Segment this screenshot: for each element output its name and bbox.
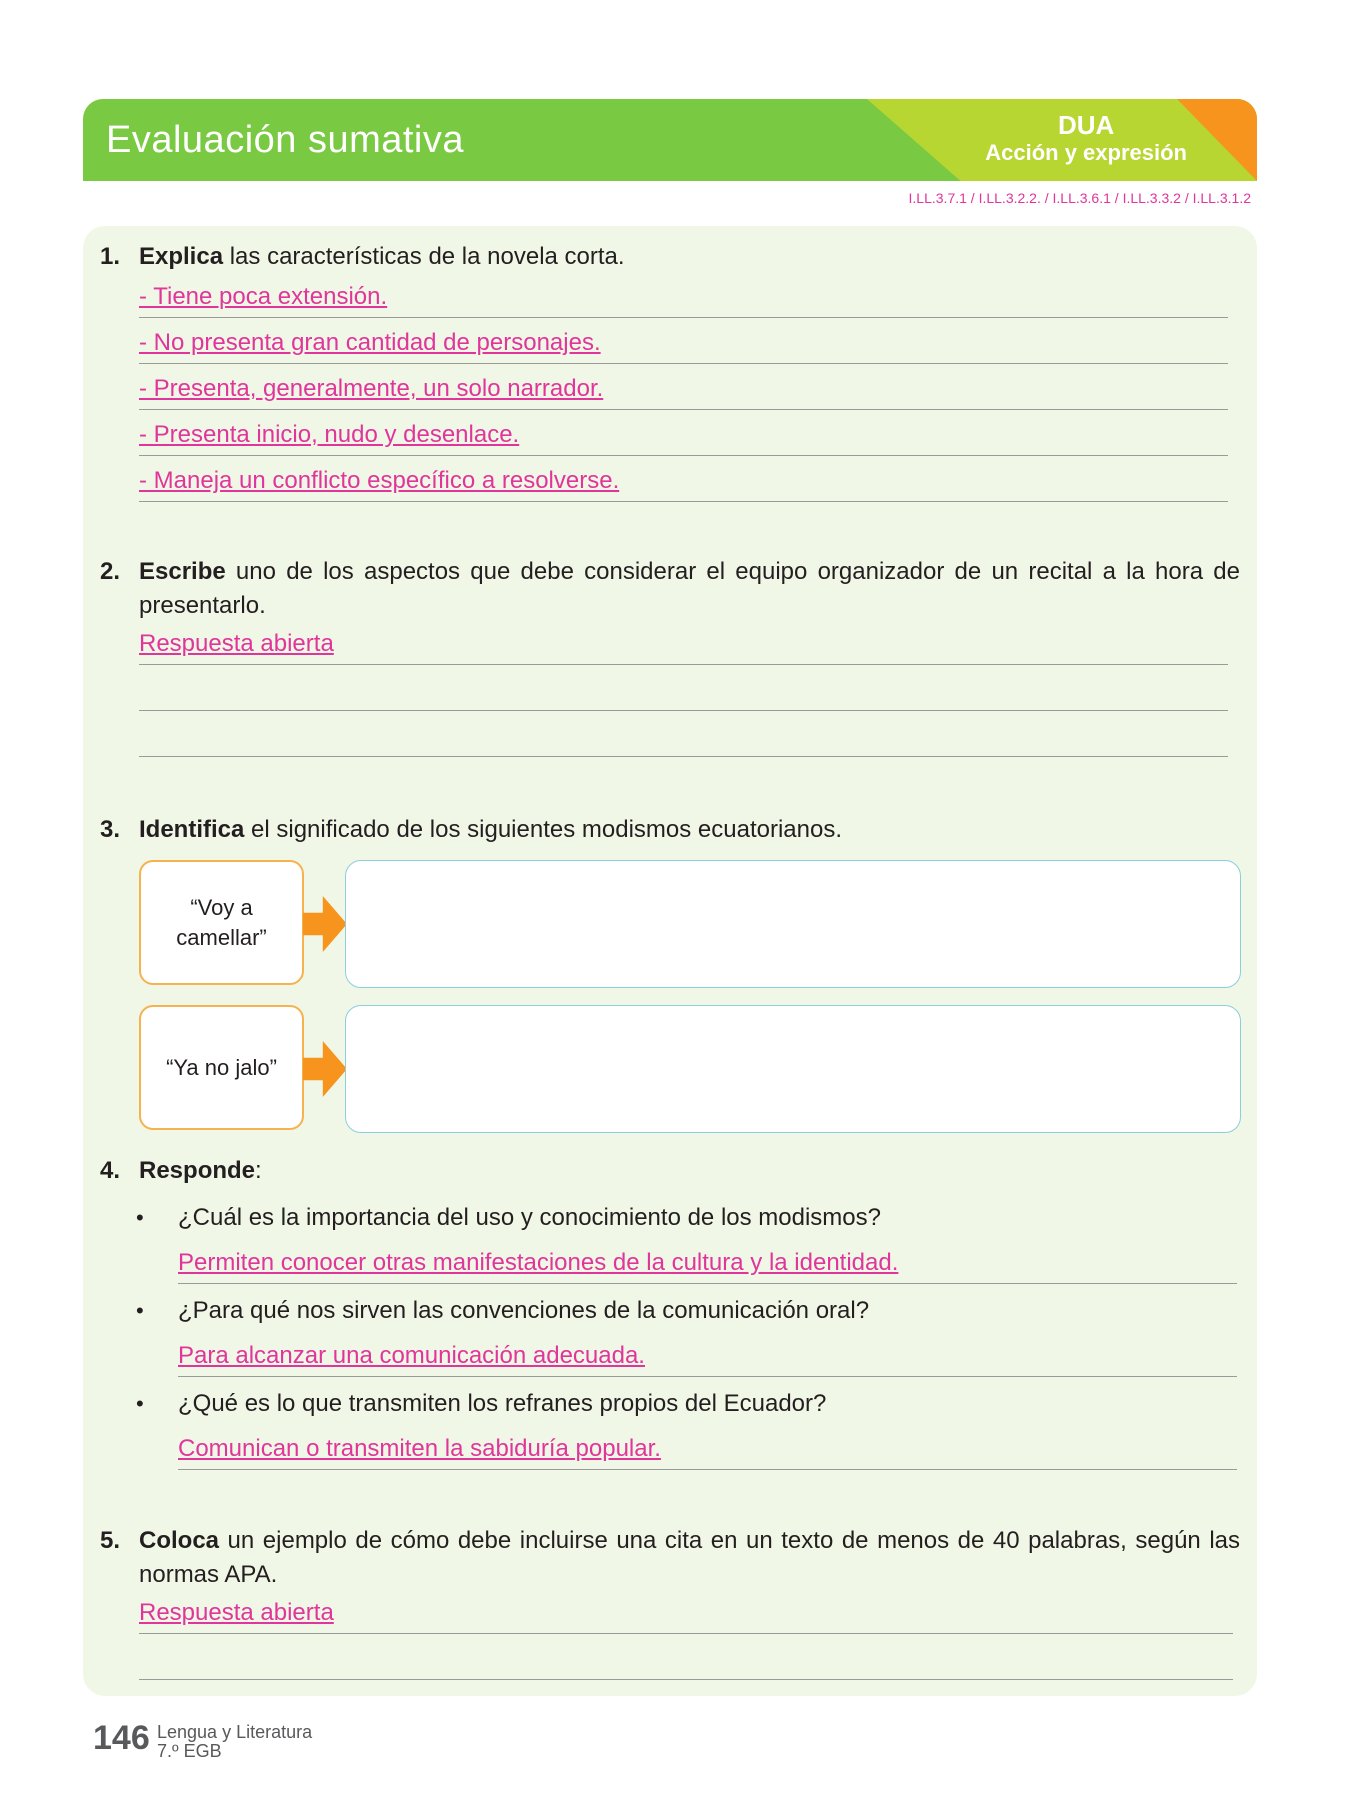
bullet-icon: • (136, 1205, 144, 1230)
question-text: el significado de los siguientes modismos ecuatorianos. (244, 816, 843, 843)
sub-question: ¿Qué es lo que transmiten los refranes propios del Ecuador? (178, 1390, 827, 1417)
dua-badge (985, 111, 1187, 167)
idiom-box: “Ya no jalo” (139, 1005, 304, 1130)
question-verb: Coloca (139, 1527, 220, 1554)
grade-level: 7.º EGB (157, 1741, 222, 1761)
subject-name: Lengua y Literatura (157, 1722, 313, 1742)
sub-question: ¿Para qué nos sirven las convenciones de la comunicación oral? (178, 1297, 870, 1324)
question-number: 3. (100, 816, 121, 843)
question-text: : (255, 1157, 262, 1184)
question-text: un ejemplo de cómo debe incluirse una cita en un texto de menos de 40 palabras, según las normas APA. (139, 1527, 1240, 1588)
dua-subtitle: Acción y expresión (985, 140, 1187, 165)
bullet-icon: • (136, 1298, 144, 1323)
answer-line[interactable]: Permiten conocer otras manifestaciones de la cultura y la identidad. (178, 1243, 1237, 1284)
question-number: 4. (100, 1157, 121, 1184)
answer-line[interactable]: - Tiene poca extensión. (139, 277, 1228, 318)
page-title: Evaluación sumativa (106, 119, 465, 161)
answer-line[interactable]: - Presenta, generalmente, un solo narrador. (139, 369, 1228, 410)
answer-line[interactable]: - No presenta gran cantidad de personajes. (139, 323, 1228, 364)
answer-line-blank[interactable] (139, 716, 1228, 757)
page-number: 146 (93, 1719, 150, 1757)
answer-line[interactable]: Comunican o transmiten la sabiduría popular. (178, 1429, 1237, 1470)
answer-line[interactable]: Para alcanzar una comunicación adecuada. (178, 1336, 1237, 1377)
indicator-codes: I.LL.3.7.1 / I.LL.3.2.2. / I.LL.3.6.1 / I.LL.3.3.2 / I.LL.3.1.2 (908, 190, 1251, 206)
question-verb: Identifica (139, 816, 245, 843)
dua-title: DUA (1057, 110, 1115, 140)
answer-line[interactable]: - Maneja un conflicto específico a resolverse. (139, 461, 1228, 502)
question-number: 1. (100, 243, 121, 270)
footer-subject (157, 1723, 312, 1761)
idiom-box: “Voy a camellar” (139, 860, 304, 985)
question-text: uno de los aspectos que debe considerar el equipo organizador de un recital a la hora de presentarlo. (139, 558, 1240, 619)
answer-line-blank[interactable] (139, 1639, 1233, 1680)
question-verb: Responde (139, 1157, 256, 1184)
answer-line[interactable]: Respuesta abierta (139, 624, 1228, 665)
question-text: las características de la novela corta. (223, 243, 625, 270)
answer-line-blank[interactable] (139, 670, 1228, 711)
question-verb: Escribe (139, 558, 226, 585)
meaning-answer-box[interactable] (345, 1005, 1241, 1133)
section-header (83, 99, 1257, 181)
answer-line[interactable]: Respuesta abierta (139, 1593, 1233, 1634)
sub-question: ¿Cuál es la importancia del uso y conocimiento de los modismos? (178, 1204, 881, 1231)
question-number: 5. (100, 1527, 121, 1554)
answer-line[interactable]: - Presenta inicio, nudo y desenlace. (139, 415, 1228, 456)
meaning-answer-box[interactable] (345, 860, 1241, 988)
question-number: 2. (100, 558, 121, 585)
bullet-icon: • (136, 1391, 144, 1416)
question-verb: Explica (139, 243, 224, 270)
